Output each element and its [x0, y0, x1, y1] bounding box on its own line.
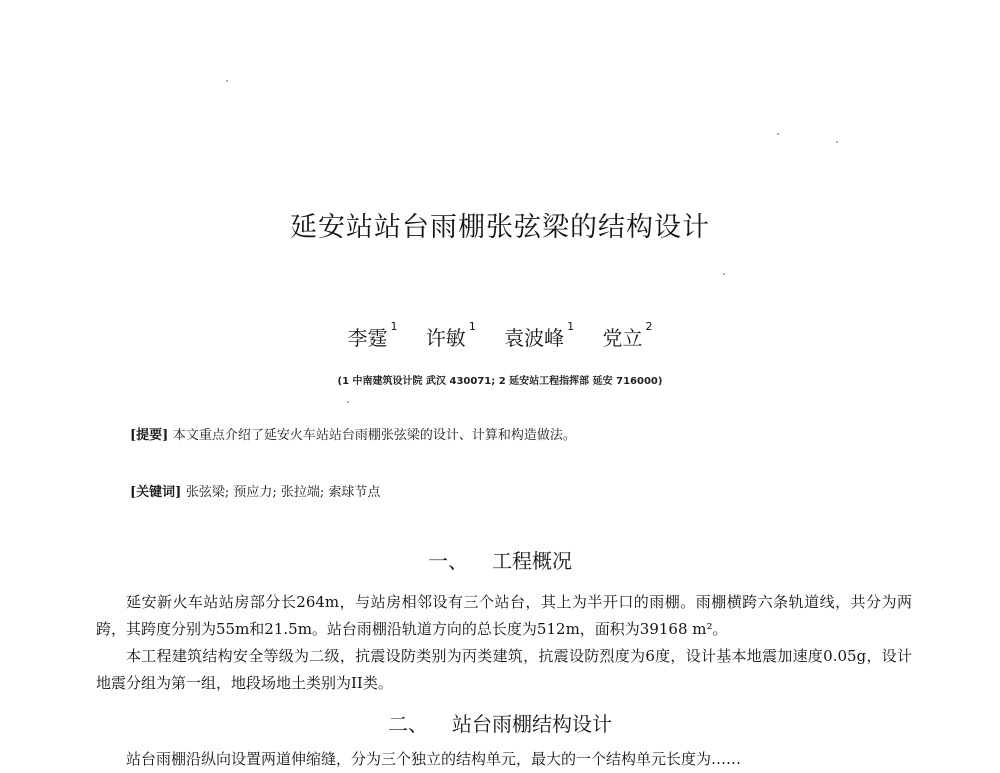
body-paragraph: 本工程建筑结构安全等级为二级，抗震设防类别为丙类建筑，抗震设防烈度为6度，设计基本地震加速度0.05g，设计地震分组为第一组，地段场地土类别为II类。 — [96, 647, 912, 692]
scan-speck — [777, 133, 779, 135]
scan-speck — [836, 141, 838, 143]
author-name: 许敏 — [425, 326, 466, 350]
affiliation-mark: 2 — [645, 320, 653, 333]
author-name: 党立 — [602, 326, 643, 350]
section-heading — [0, 708, 1000, 737]
abstract — [130, 424, 576, 443]
scan-speck — [723, 273, 725, 275]
author — [347, 322, 397, 351]
author — [603, 322, 653, 351]
affiliation-mark: 1 — [567, 320, 575, 333]
affiliation-mark: 1 — [468, 320, 476, 333]
section-title: 站台雨棚结构设计 — [452, 712, 612, 736]
author-name: 袁波峰 — [504, 326, 565, 350]
paper-title: 延安站站台雨棚张弦梁的结构设计 — [290, 212, 710, 243]
section-number: 二、 — [388, 712, 428, 736]
scan-speck — [226, 80, 228, 82]
body-paragraph: 站台雨棚沿纵向设置两道伸缩缝，分为三个独立的结构单元，最大的一个结构单元长度为…… — [126, 750, 742, 768]
abstract-label: [ 提要 ] — [130, 428, 173, 443]
author — [504, 322, 574, 351]
affiliation-line: (1 中南建筑设计院 武汉 430071; 2 延安站工程指挥部 延安 716000) — [337, 376, 663, 387]
scan-speck — [347, 401, 349, 403]
keywords-label: [ 关键词 ] — [130, 485, 186, 500]
abstract-text: 本文重点介绍了延安火车站站台雨棚张弦梁的设计、计算和构造做法。 — [172, 428, 576, 443]
section-title: 工程概况 — [492, 549, 572, 573]
keywords-text: 张弦梁; 预应力; 张拉端; 索球节点 — [185, 485, 381, 500]
author-list — [0, 322, 1000, 351]
keywords — [130, 481, 380, 500]
section-number: 一、 — [428, 549, 468, 573]
author — [426, 322, 476, 351]
affiliation-mark: 1 — [390, 320, 398, 333]
section-heading — [0, 545, 1000, 574]
author-name: 李霆 — [347, 326, 388, 350]
body-paragraph: 延安新火车站站房部分长264m，与站房相邻设有三个站台，其上为半开口的雨棚。雨棚横跨六条轨道线，共分为两跨，其跨度分别为55m和21.5m。站台雨棚沿轨道方向的总长度为512m，面积为39168 m²。 — [96, 593, 912, 638]
